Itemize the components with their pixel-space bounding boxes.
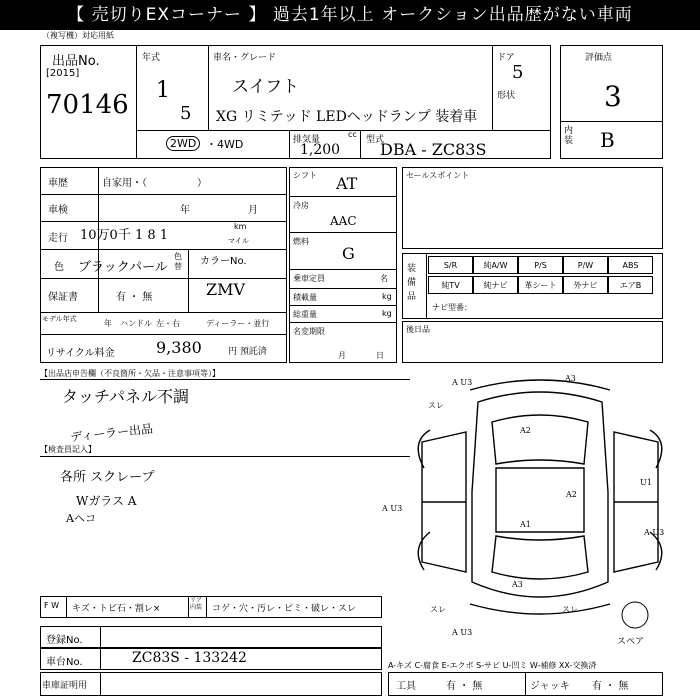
expiry-month: 月: [338, 351, 346, 360]
lot-label: 出品No.: [52, 54, 100, 69]
colorno-value: ZMV: [206, 280, 246, 299]
damage-mark-1: A U3: [452, 378, 473, 387]
shift-label: シフト: [293, 171, 317, 180]
tools-value: 有 ・ 無: [446, 681, 483, 692]
dealer-note: ディーラー出品: [69, 421, 154, 445]
warranty-label: 保証書: [48, 292, 78, 303]
banner-title: 【 売切りEXコーナー 】 過去1年以上 オークション出品歴がない車両: [0, 0, 700, 30]
damage-mark-11: スレ: [430, 605, 446, 614]
shaken-month: 月: [248, 205, 258, 216]
damage-mark-4: A2: [520, 426, 531, 435]
damage-mark-12: A U3: [452, 628, 473, 637]
notes-section-label: 【出品店申告欄（不良箇所・欠品・注意事項等）】: [40, 369, 220, 378]
navi-model-label: ナビ型番：: [432, 303, 472, 312]
equip-alloy: 純A/W: [473, 256, 518, 274]
equip-abs: ABS: [608, 256, 653, 274]
displacement-value: 1,200: [300, 142, 341, 158]
equipment-label: 装備品: [407, 264, 417, 302]
car-diagram: [400, 372, 680, 632]
aircon-value: AAC: [330, 214, 357, 228]
recycle-value: 9,380: [156, 338, 202, 357]
model-year-label: モデル年式: [42, 315, 77, 323]
inspector-section-label: 【検査員記入】: [40, 445, 96, 454]
car-name-label: 車名・グレード: [213, 53, 277, 63]
equip-leather: 革シート: [518, 276, 563, 294]
shift-value: AT: [336, 174, 358, 193]
fw-label: F W: [44, 601, 60, 610]
load-label: 積載量: [293, 293, 317, 302]
spare-tire-icon: [620, 600, 650, 630]
damage-mark-10: A3: [512, 580, 523, 589]
weight-unit: kg: [382, 309, 392, 318]
color-label: 色: [54, 262, 64, 273]
color-value: ブラックパール: [78, 260, 168, 275]
load-unit: kg: [382, 292, 392, 301]
seller-note: タッチパネル不調: [62, 387, 190, 406]
damage-mark-6: U1: [640, 478, 652, 487]
recycle-label: リサイクル料金: [46, 348, 115, 359]
form-note: （複写機）対応用紙: [42, 31, 114, 40]
equip-navi: 純ナビ: [473, 276, 518, 294]
lot-year-tag: [2015]: [46, 68, 80, 79]
reki-value: 自家用・（ ）: [102, 178, 207, 189]
sales-point-label: セールスポイント: [406, 171, 470, 180]
later-items-label: 後日品: [406, 325, 430, 334]
reki-label: 車歴: [48, 178, 68, 189]
jack-value: 有 ・ 無: [592, 681, 629, 692]
dealer-label: ディーラー・並行: [206, 319, 270, 328]
car-grade: XG リミテッド LEDヘッドランプ 装着車: [216, 109, 478, 125]
lot-number: 70146: [46, 90, 129, 120]
score-value: 3: [604, 80, 622, 113]
month-value: 5: [180, 103, 192, 124]
equip-ext-navi: 外ナビ: [563, 276, 608, 294]
capacity-unit: 名: [380, 274, 388, 283]
drive-2wd: 2WD: [166, 136, 200, 151]
fuel-label: 燃料: [293, 237, 309, 246]
damage-legend: A-キズ C-腐食 E-エクボ S-サビ U-凹ミ W-補修 XX-交換済: [388, 661, 597, 670]
interior-label: 内装: [564, 126, 574, 146]
model-value: DBA - ZC83S: [380, 140, 487, 159]
mileage-label: 走行: [48, 233, 68, 244]
inspector-line-2: Wガラス A: [76, 494, 137, 508]
chassis-label: 車台No.: [46, 657, 83, 668]
damage-mark-5: A2: [566, 490, 577, 499]
expiry-label: 名変期限: [293, 327, 325, 336]
chassis-value: ZC83S - 133242: [132, 650, 247, 666]
equip-sr: S/R: [428, 256, 473, 274]
model-year-suffix: 年: [104, 319, 112, 328]
rear-label: リア内装: [190, 597, 203, 611]
rear-items: コゲ・穴・汚レ・ピミ・破レ・スレ: [212, 604, 357, 614]
model-label: 型式: [366, 135, 385, 145]
damage-mark-7: A U3: [382, 504, 403, 513]
handle-value: 左・右: [156, 319, 180, 328]
year-value: 1: [156, 78, 170, 103]
damage-mark-2: A3: [565, 374, 576, 383]
colorno-label: カラーNo.: [200, 256, 247, 267]
spare-label: スペア: [617, 637, 645, 647]
damage-mark-8: A U3: [644, 528, 665, 537]
mileage-value: 10万0千 1 8 1: [80, 228, 169, 243]
weight-label: 総重量: [293, 310, 317, 319]
equip-pw: P/W: [563, 256, 608, 274]
damage-mark-3: スレ: [428, 401, 444, 410]
reg-row: [40, 626, 382, 648]
recycle-unit: 円 預託済: [228, 347, 267, 357]
shape-label: 形状: [497, 91, 516, 101]
equip-airbag: エアB: [608, 276, 653, 294]
fuel-value: G: [342, 244, 355, 263]
jack-label: ジャッキ: [530, 681, 570, 692]
later-items-box: [402, 321, 663, 363]
doors-value: 5: [512, 62, 524, 83]
damage-mark-9: A1: [520, 520, 531, 529]
reg-label: 登録No.: [46, 635, 83, 646]
displacement-label: 排気量: [293, 135, 321, 145]
interior-value: B: [600, 128, 615, 152]
tools-label: 工具: [396, 681, 416, 692]
fw-items: キズ・トビ石・割レ×: [72, 604, 161, 614]
cert-row: [40, 672, 382, 696]
equip-ps: P/S: [518, 256, 563, 274]
expiry-day: 日: [376, 351, 384, 360]
doors-label: ドア: [497, 53, 515, 63]
color-suffix: 色替: [174, 252, 182, 271]
damage-mark-13: スレ: [562, 605, 578, 614]
car-name: スイフト: [232, 77, 300, 97]
cert-label: 車庫証明用: [42, 681, 88, 691]
year-label: 年式: [142, 53, 161, 63]
inspector-line-1: 各所 スクレープ: [60, 470, 155, 485]
warranty-value: 有 ・ 無: [116, 292, 153, 303]
aircon-label: 冷房: [293, 201, 309, 210]
handle-label: ハンドル: [120, 319, 152, 328]
km-unit: km: [234, 222, 247, 231]
mile-unit: マイル: [228, 237, 249, 245]
displacement-unit: cc: [348, 130, 357, 139]
inspector-line-3: Aヘコ: [66, 512, 96, 525]
shaken-label: 車検: [48, 205, 68, 216]
capacity-label: 乗車定員: [293, 274, 325, 283]
drive-4wd: ・4WD: [206, 138, 244, 151]
equip-tv: 純TV: [428, 276, 473, 294]
shaken-year: 年: [180, 205, 190, 216]
score-label: 評価点: [585, 53, 613, 63]
